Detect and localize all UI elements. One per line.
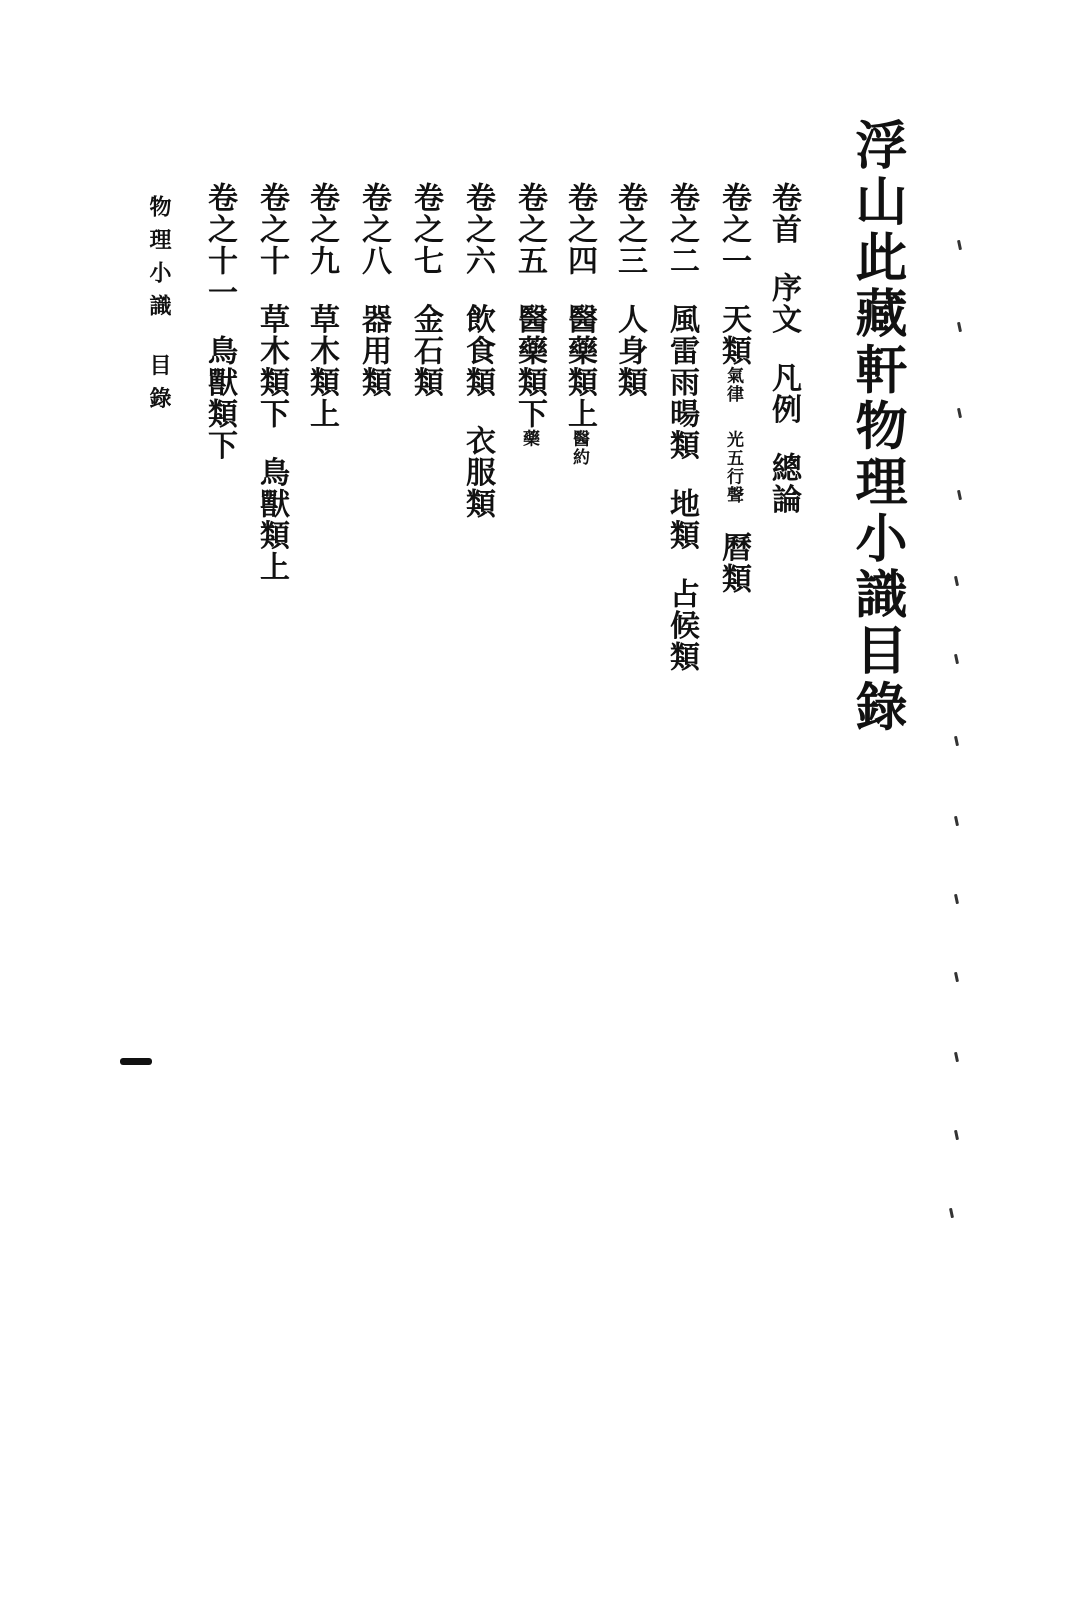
entry-item: 天類 [716,303,751,367]
entry-note: 氣律 [723,366,743,404]
entry-item: 凡例 [766,362,801,425]
gutter-book-title: 物理小識 [146,195,172,327]
entry-item: 人身類 [612,303,647,398]
volume-label: 卷之六 [460,182,495,277]
toc-entry-juan-shou [766,182,801,515]
entry-note: 光五行 [723,430,743,486]
volume-label: 卷之四 [562,182,597,277]
entry-item: 占候類 [664,578,699,673]
entry-item: 鳥獸類下 [202,335,237,461]
binding-mark [954,816,959,826]
toc-entry-juan-9 [304,182,339,430]
toc-entry-juan-2 [664,182,699,673]
toc-entry-juan-10 [254,182,289,583]
entry-item: 曆類 [716,531,751,595]
binding-mark [954,894,959,904]
binding-mark [954,654,959,664]
toc-entry-juan-1 [716,182,751,595]
entry-item: 衣服類 [460,425,495,520]
volume-label: 卷之五 [512,182,547,277]
binding-mark [954,1130,959,1140]
binding-mark [954,736,959,746]
toc-entry-juan-11 [202,182,237,461]
volume-label: 卷之二 [664,182,699,277]
entry-item: 金石類 [408,303,443,398]
gutter-section: 目錄 [146,353,172,420]
binding-mark [954,1052,959,1062]
binding-mark [954,972,959,982]
toc-entry-juan-8 [356,182,391,398]
volume-label: 卷之八 [356,182,391,277]
volume-label: 卷首 [766,182,801,245]
toc-entry-juan-5 [512,182,547,448]
entry-item: 總論 [766,452,801,515]
entry-item: 醫藥類下 [512,303,547,430]
toc-entry-juan-4 [562,182,597,467]
entry-note: 醫約 [569,429,589,467]
page-title: 浮山此藏軒物理小識目錄 [846,118,907,736]
toc-entry-juan-7 [408,182,443,398]
entry-item: 草木類上 [304,303,339,430]
binding-mark [957,490,962,500]
entry-note: 藥 [519,429,539,448]
entry-item: 鳥獸類上 [254,456,289,583]
binding-mark [957,240,962,250]
volume-label: 卷之九 [304,182,339,277]
volume-label: 卷之十 [254,182,289,277]
entry-item: 飲食類 [460,303,495,398]
binding-mark [949,1208,954,1218]
entry-note: 聲 [723,486,743,505]
entry-item: 器用類 [356,303,391,398]
volume-label: 卷之十一 [202,182,237,308]
binding-mark [957,408,962,418]
gutter-label [148,195,170,419]
volume-label: 卷之三 [612,182,647,277]
entry-item: 序文 [766,272,801,335]
volume-label: 卷之七 [408,182,443,277]
entry-item: 醫藥類上 [562,303,597,430]
binding-mark [957,322,962,332]
volume-label: 卷之一 [716,182,751,277]
entry-item: 風雷雨暘類 [664,303,699,461]
entry-item: 草木類下 [254,303,289,430]
entry-item: 地類 [664,488,699,551]
toc-entry-juan-6 [460,182,495,520]
binding-mark [954,576,959,586]
toc-entry-juan-3 [612,182,647,398]
page-number-mark [120,1058,152,1065]
